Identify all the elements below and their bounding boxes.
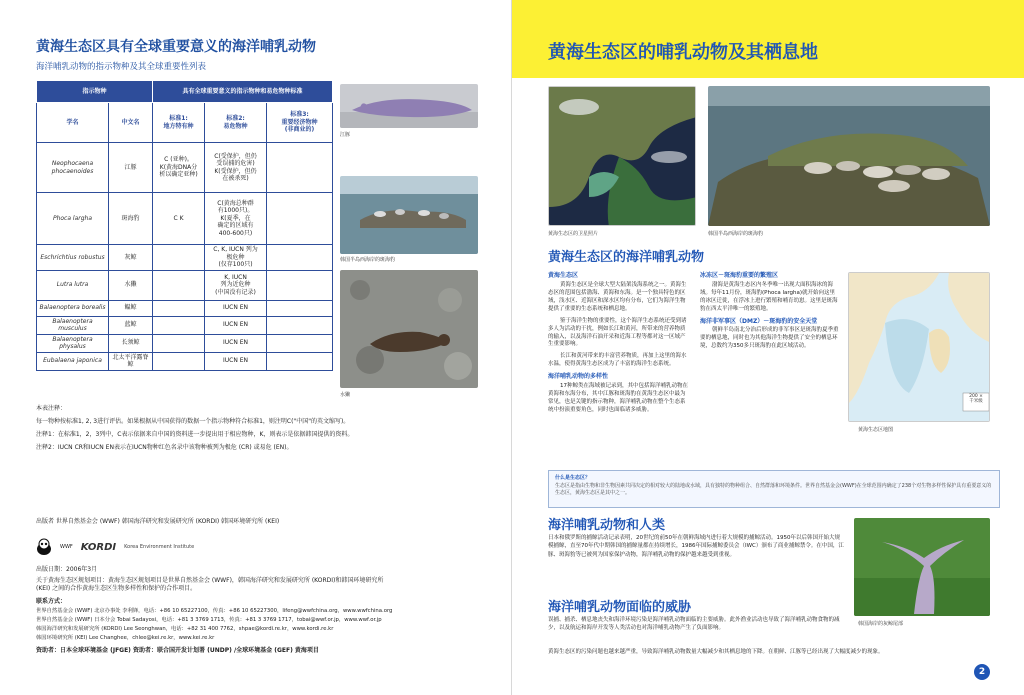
column-2 [700, 272, 840, 355]
kei-logo: Korea Environment Institute [124, 544, 195, 550]
table-cell: Balaenoptera borealis [37, 300, 109, 316]
col2-title-1: 冰冻区－斑海豹重要的繁殖区 [700, 272, 779, 279]
group-header-indicator: 指示物种 [37, 81, 153, 103]
col1-para-2: 鉴于海洋生物的重要性，这个海洋生态系统还受到诸多人为活动的干扰，例如长江和黄河，所带来的营养物质的输入，以及海洋石油开采和近海工程等都对这一区域产生重要影响。 [548, 317, 687, 348]
col1-para-4: 17种鲸类在海域被记录到，其中包括海洋哺乳动物在黄海和东海分布，其中江豚和斑海豹在黄海生态区中最为常见，也是关键的指示物种，海洋哺乳动物在整个生态系统中扮演重要角色，同时也面临诸多威胁。 [548, 383, 689, 413]
table-cell: Neophocaena phocaenoides [37, 143, 109, 193]
map-caption: 黄海生态区地图 [858, 427, 894, 433]
note-3: 注释2：IUCN CR和IUCN EN表示在IUCN物种红色名录中该物种被列为极危 (CR) 或易危 (EN)。 [36, 444, 293, 451]
col2-title-2: 海洋非军事区（DMZ）－斑海豹的安全天堂 [700, 317, 818, 325]
table-cell [267, 316, 333, 334]
right-title: 黄海生态区的哺乳动物及其栖息地 [548, 42, 818, 63]
table-cell: Eubalaena japonica [37, 352, 109, 370]
otter-photo [340, 270, 478, 388]
whale-tail-photo [854, 518, 990, 616]
table-cell: Eschrichtius robustus [37, 245, 109, 271]
table-cell: Phoca largha [37, 193, 109, 245]
table-cell: C(黄海总种群 有1000只)。 K(夏季，在 确定的区域有 400-600只) [205, 193, 267, 245]
section2-title: 海洋哺乳动物和人类 [548, 518, 666, 533]
satellite-caption: 黄海生态区的卫星照片 [548, 231, 599, 237]
table-cell [153, 300, 205, 316]
seals-rock-photo [340, 176, 478, 254]
column-1 [548, 272, 690, 419]
wwf-panda-icon [36, 538, 52, 556]
table-cell: K, IUCN 列为近危种 (中国没有记录) [205, 270, 267, 300]
table-cell: 水獭 [109, 270, 153, 300]
table-cell [267, 300, 333, 316]
table-notes [36, 402, 476, 454]
table-cell [267, 245, 333, 271]
table-cell: C(受保护，但仍 受误捕的危害) K(受保护，但仍 在被杀死) [205, 143, 267, 193]
section3-text: 误捕、捕杀、栖息地丧失和海洋环境污染是海洋哺乳动物面临的主要威胁。此外渔业活动也导致了海洋哺乳动物食物的减少，以及航运和海岸开发等人类活动也对海洋哺乳动物产生了负面影响。 [548, 617, 840, 632]
wwf-logo-text: WWF [60, 544, 73, 550]
contact-title: 联系方式： [36, 598, 67, 605]
table-row [37, 300, 333, 316]
col2-para-1: 渤海是黄海生态区内冬季唯一出现大面积海冰的海域。每年11月份，斑海豹(Phoca largha)就开始向这里的冰区迁徙，在浮冰上进行繁殖和哺育幼崽。这里是斑海豹在西太平洋唯一的繁殖地。 [700, 281, 838, 312]
info-box-text: 生态区是指由生物和非生物因素共同决定的相对较大的陆地或水域，具有独特的物种组合、自然群落和环境条件。世界自然基金会(WWF)在全球范围内确定了238个对生物多样性保护具有重要意义的生态区，黄海生态区是其中之一。 [555, 482, 992, 496]
logo-row [36, 538, 194, 556]
section2-text: 日本和俄罗斯的捕鲸活动记录表明，20世纪的前50年在朝鲜海域内进行着大规模的捕鲸活动。1950年以后韩国开始大规模捕鲸，直至70年代中期韩国的捕鲸量都在持续增长，1986年国际捕鲸委员会（IWC）颁布了商业捕鲸禁令。在中国，江豚、斑海豹等已被列为国家保护动物，海洋哺乳动物的保护越来越受到重视。 [548, 535, 844, 558]
table-cell: IUCN EN [205, 316, 267, 334]
contact-kordi: 韩国海洋研究和发展研究所 (KORDI) Lee Seonghwan，电话：+82 31 400 7762，shpae@kordi.re.kr，www.kordi.re.kr [36, 626, 334, 632]
note-2: 注释1：在标准1，2，3列中，C表示依据来自中国的资料进一步提出用于相应物种，K，则表示是依据韩国提供的资料。 [36, 431, 354, 438]
otter-caption: 水獭 [340, 392, 351, 398]
table-cell: C (亚种)。 K(黄海DNA分 析以确定亚种) [153, 143, 205, 193]
table-cell [153, 352, 205, 370]
about-line-2: (KEI) 之间的合作黄海生态区生物多样性和保护的合作项目。 [36, 585, 197, 592]
table-cell [267, 143, 333, 193]
porpoise-caption: 江豚 [340, 132, 351, 138]
table-cell: 江豚 [109, 143, 153, 193]
note-1: 每一物种按标准1, 2, 3进行评估。如果根据从中国获得的数据一个指示物种符合标准1，则注明C("中国"的英文缩写)。 [36, 418, 350, 425]
table-cell: C, K, IUCN 列为 极危种 (仅存100只) [205, 245, 267, 271]
table-cell: C K [153, 193, 205, 245]
publisher: 出版者 世界自然基金会 (WWF) 韩国海洋研究和发展研究所 (KORDI) 韩国环境研究所 (KEI) [36, 518, 280, 525]
porpoise-photo [340, 84, 478, 128]
whale-tail-caption: 韩国海岸的灰鲸尾部 [858, 621, 904, 627]
table-cell [267, 334, 333, 352]
table-row [37, 334, 333, 352]
map-scale: 200 × 千米级 [969, 394, 983, 405]
column-header: 标准2: 易危物种 [205, 103, 267, 143]
column-header: 中文名 [109, 103, 153, 143]
seals-caption: 韩国半岛西海岸的斑海豹 [708, 231, 764, 237]
table-cell: IUCN EN [205, 352, 267, 370]
table-cell: 蓝鲸 [109, 316, 153, 334]
satellite-photo [548, 86, 696, 226]
table-row [37, 143, 333, 193]
right-page [512, 0, 1024, 695]
column-header: 标准1: 地方特有种 [153, 103, 205, 143]
col1-title-2: 海洋哺乳动物的多样性 [548, 373, 609, 381]
table-row [37, 270, 333, 300]
about-line-1: 关于黄海生态区规划项目：黄海生态区规划项目是世界自然基金会 (WWF)，韩国海洋研究和发展研究所 (KORDI)和韩国环境研究所 [36, 577, 384, 584]
table-cell: Balaenoptera musculus [37, 316, 109, 334]
col1-para-1: 黄海生态区是全球大型大陆架浅海系统之一。黄海生态区的范围包括渤海、黄海和东海。是一个独具特色的区域，浅水区、近海区和深水区均有分布，它们为海洋生物提供了重要的生态系统和栖息地。 [548, 281, 687, 312]
table-cell: 鳁鲸 [109, 300, 153, 316]
group-header-criteria: 具有全球重要意义的指示物种和易危物种标准 [153, 81, 333, 103]
col2-para-2: 朝鲜半岛南北分治后形成的非军事区是斑海豹夏季重要的栖息地，同时也为其他海洋生物提供了安全的栖息环境，总数约为350多只斑海豹在此区域活动。 [700, 327, 839, 350]
left-title: 黄海生态区具有全球重要意义的海洋哺乳动物 [36, 39, 316, 55]
funding: 资助者：日本全球环境基金 (JFGE) 资助者：联合国开发计划署 (UNDP) /全球环境基金 (GEF) 黄海项目 [36, 647, 319, 654]
table-cell: Balaenoptera physalus [37, 334, 109, 352]
column-header: 标准3: 重要经济物种 (非商业的) [267, 103, 333, 143]
note-title: 本表注释： [36, 405, 67, 412]
seals-rock-caption: 韩国半岛西海岸的斑海豹 [340, 257, 396, 263]
col1-para-3: 长江和黄河带来的丰富营养物质，再加上这里的海水水温，使得黄海生态区成为了丰富的海洋生态系统。 [548, 353, 687, 368]
left-subtitle: 海洋哺乳动物的指示物种及其全球重要性列表 [36, 62, 207, 72]
table-row [37, 316, 333, 334]
table-cell [153, 334, 205, 352]
table-cell: Lutra lutra [37, 270, 109, 300]
table-cell: 北太平洋露脊鲸 [109, 352, 153, 370]
section1-title: 黄海生态区的海洋哺乳动物 [548, 250, 705, 265]
species-table [36, 80, 333, 371]
publish-date: 出版日期：2006年3月 [36, 566, 98, 573]
table-cell [153, 245, 205, 271]
col1-title-1: 黄海生态区 [548, 272, 579, 279]
column-header: 学名 [37, 103, 109, 143]
page-number: 2 [974, 664, 990, 680]
seals-photo [708, 86, 990, 226]
table-cell: IUCN EN [205, 300, 267, 316]
closing-text: 黄海生态区的污染问题也越来越严重，导致海洋哺乳动物数量大幅减少和其栖息地的下降。在朝鲜、江豚等已经出现了大幅度减少的现象。 [548, 649, 884, 655]
table-cell [153, 316, 205, 334]
table-cell: 长须鲸 [109, 334, 153, 352]
table-cell: 斑海豹 [109, 193, 153, 245]
info-box-title: 什么是生态区？ [555, 475, 591, 481]
table-cell [267, 352, 333, 370]
table-cell: IUCN EN [205, 334, 267, 352]
table-row [37, 245, 333, 271]
ecoregion-info-box [548, 470, 1000, 508]
table-cell [267, 270, 333, 300]
kordi-logo: KORDI [80, 541, 117, 553]
contact-wwf-china: 世界自然基金会 (WWF) 北京办事处 李利锋，电话：+86 10 65227100，传真：+86 10 65227300，lifeng@wwfchina.org，www.wwfchina.org [36, 608, 393, 614]
table-row [37, 193, 333, 245]
contact-wwf-japan: 世界自然基金会 (WWF) 日本分会 Tobai Sadayosi，电话：+81 3 3769 1713，传真：+81 3 3769 1717，tobai@wwf.or.jp，www.wwf.or.jp [36, 617, 382, 623]
section3-title: 海洋哺乳动物面临的威胁 [548, 600, 692, 615]
table-cell: 灰鲸 [109, 245, 153, 271]
table-cell [267, 193, 333, 245]
contact-kei: 韩国环境研究所 (KEI) Lee Changhee，chlee@kei.re.kr，www.kei.re.kr [36, 635, 215, 641]
table-cell [153, 270, 205, 300]
table-row [37, 352, 333, 370]
